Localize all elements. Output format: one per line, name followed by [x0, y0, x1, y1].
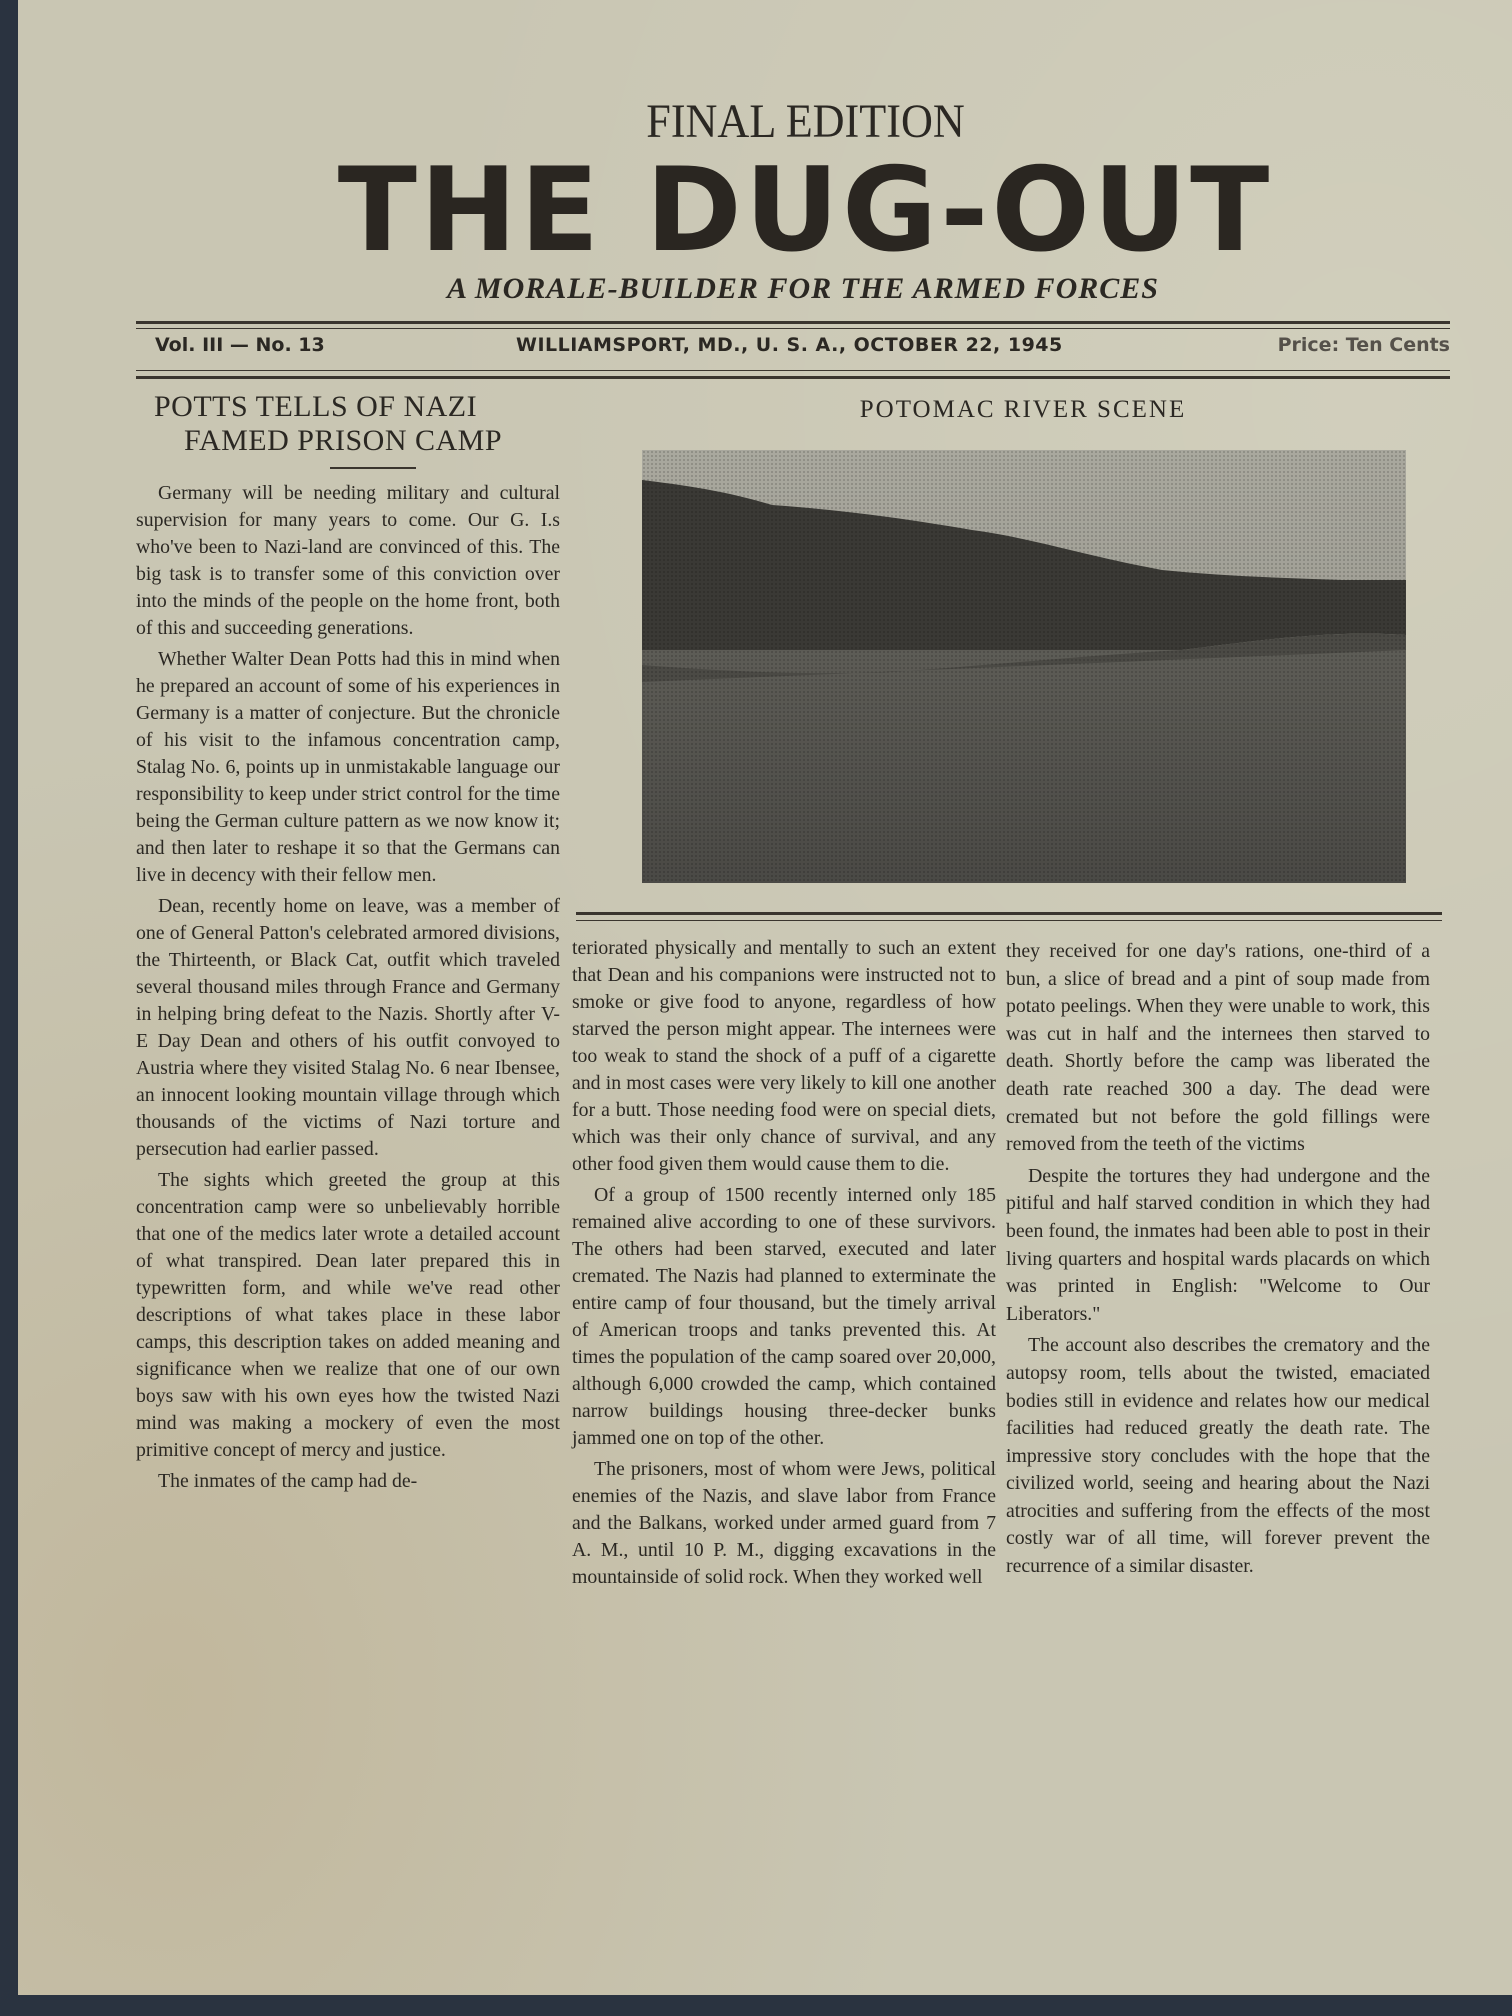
top-rule [136, 321, 1450, 324]
river-photo-image [642, 450, 1406, 883]
paragraph: they received for one day's rations, one-third of a bun, a slice of bread and a pint of soup made from potato peelings. When they were unable to work, this was cut in half and the internees then starved to death. Shortly before the camp was liberated the death rate reached 300 a day. The dead were cremated but not before the gold fillings were removed from the teeth of the victims [1006, 940, 1430, 1156]
river-photo [642, 450, 1406, 883]
article-column-3 [1006, 938, 1430, 1581]
headline-line-1: POTTS TELLS OF NAZI [154, 390, 478, 423]
photo-rule-thin [576, 920, 1442, 921]
tagline: A MORALE-BUILDER FOR THE ARMED FORCES [447, 272, 1159, 305]
bottom-rule-thick [136, 376, 1450, 379]
paragraph: The account also describes the crematory and the autopsy room, tells about the twisted, emaciated bodies still in evidence and relates how our medical facilities had reduced greatly the death rate. The impressive story concludes with the hope that the civilized world, seeing and hearing about the Nazi atrocities and suffering from the effects of the most costly war of all time, will forever prevent the recurrence of a similar disaster. [1006, 1334, 1430, 1578]
photo-caption: POTOMAC RIVER SCENE [859, 396, 1187, 423]
paragraph: The inmates of the camp had de- [158, 1470, 418, 1492]
edition-label: FINAL EDITION [646, 95, 965, 148]
paragraph: The sights which greeted the group at this concentration camp were so unbelievably horrible that one of the medics later wrote a detailed account of what transpired. Dean later prepared this in typewritten form, and while we've read other descriptions of what takes place in these labor camps, this description takes on added meaning and significance when we realize that one of our own boys saw with his own eyes how the twisted Nazi mind was making a mockery of even the most primitive concept of mercy and justice. [136, 1169, 560, 1461]
paragraph: The prisoners, most of whom were Jews, political enemies of the Nazis, and slave labor from France and the Balkans, worked under armed guard from 7 A. M., until 10 P. M., digging excavations in the mountainside of solid rock. When they worked well [572, 1458, 996, 1588]
price: Price: Ten Cents [1277, 334, 1450, 356]
dateline: WILLIAMSPORT, MD., U. S. A., OCTOBER 22, 1945 [516, 334, 1063, 356]
top-rule-thin [136, 328, 1450, 329]
newspaper-page [18, 0, 1512, 1995]
volume-number: Vol. III — No. 13 [155, 334, 325, 356]
article-column-2 [572, 935, 996, 1591]
paragraph: teriorated physically and mentally to such an extent that Dean and his companions were instructed not to smoke or give food to anyone, regardless of how starved the person might appear. The internees were too weak to stand the shock of a puff of a cigarette and in most cases were very likely to kill one another for a butt. Those needing food were on special diets, which was their only chance of survival, and any other food given them would cause them to die. [572, 937, 996, 1175]
paragraph: Dean, recently home on leave, was a member of one of General Patton's celebrated armored divisions, the Thirteenth, or Black Cat, outfit which traveled several thousand miles through France and Germany in helping bring defeat to the Nazis. Shortly after V-E Day Dean and others of his outfit convoyed to Austria where they visited Stalag No. 6 near Ibensee, an innocent looking mountain village through which thousands of the victims of Nazi torture and persecution had earlier passed. [136, 895, 560, 1160]
newspaper-title: THE DUG-OUT [337, 143, 1273, 278]
paragraph: Whether Walter Dean Potts had this in mind when he prepared an account of some of his experiences in Germany is a matter of conjecture. But the chronicle of his visit to the infamous concentration camp, Stalag No. 6, points up in unmistakable language our responsibility to keep under strict control for the time being the German culture pattern as we now know it; and then later to reshape it so that the Germans can live in decency with their fellow men. [136, 648, 560, 886]
paragraph: Germany will be needing military and cultural supervision for many years to come. Our G. I.s who've been to Nazi-land are convinced of this. The big task is to transfer some of this conviction over into the minds of the people on the home front, both of this and succeeding generations. [136, 482, 560, 639]
paragraph: Of a group of 1500 recently interned only 185 remained alive according to one of these survivors. The others had been starved, executed and later cremated. The Nazis had planned to exterminate the entire camp of four thousand, but the timely arrival of American troops and tanks prevented this. At times the population of the camp soared over 20,000, although 6,000 crowded the camp, which contained narrow buildings housing three-decker bunks jammed one on top of the other. [572, 1184, 996, 1449]
photo-rule [576, 912, 1442, 915]
headline-line-2: FAMED PRISON CAMP [184, 424, 503, 457]
bottom-rule [136, 370, 1450, 371]
paragraph: Despite the tortures they had undergone and the pitiful and half starved condition in which they had been found, the inmates had been able to post in their living quarters and hospital wards placards on which was printed in English: "Welcome to Our Liberators." [1006, 1164, 1430, 1325]
headline-divider [330, 467, 416, 469]
info-bar [155, 334, 1450, 368]
article-column-1 [136, 480, 560, 1495]
article-headline [154, 390, 578, 458]
